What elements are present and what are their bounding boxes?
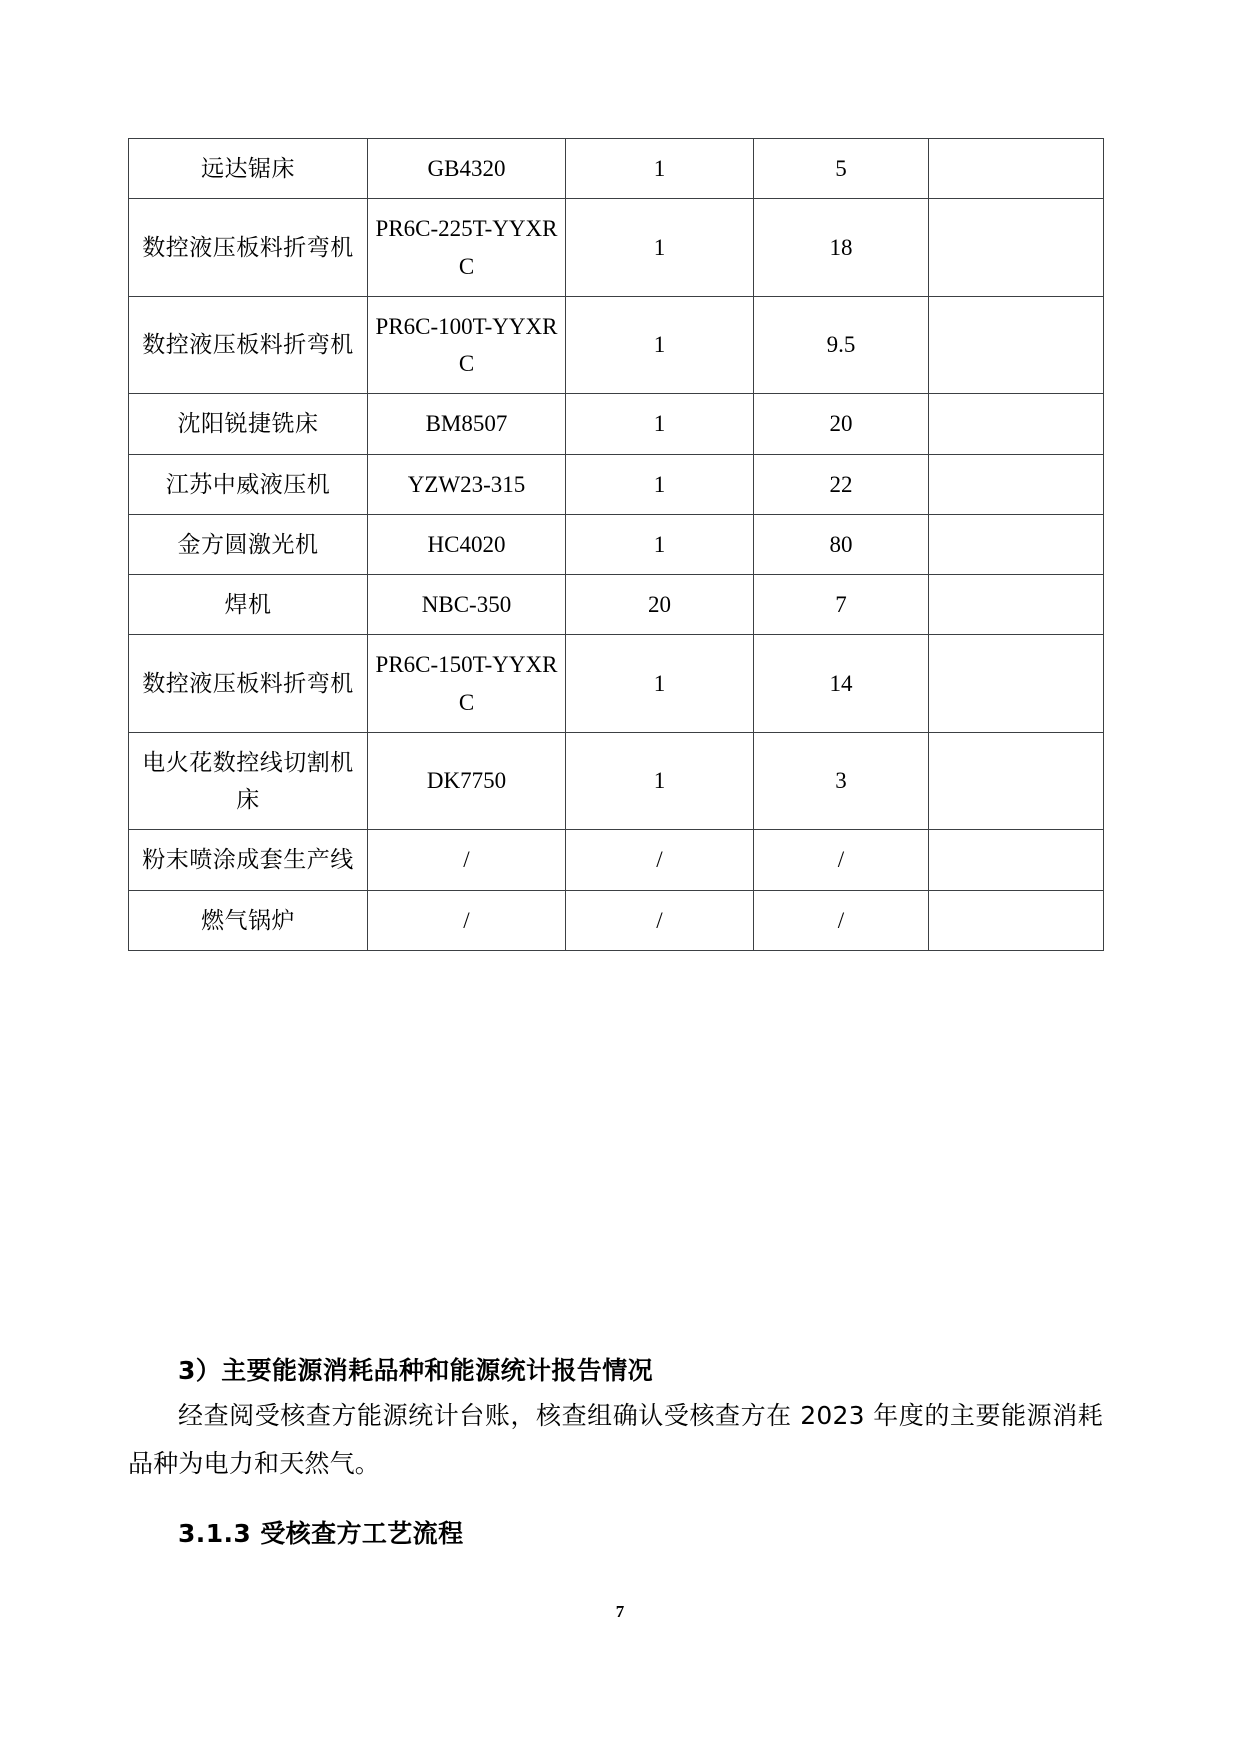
table-row [129, 635, 1104, 733]
cell-equipment-note [929, 732, 1104, 830]
paragraph-energy-types: 经查阅受核查方能源统计台账，核查组确认受核查方在 2023 年度的主要能源消耗品种为电力和天然气。 [128, 1400, 1103, 1479]
table-row [129, 830, 1104, 890]
body-text-section [128, 1352, 1103, 1553]
cell-equipment-name: 沈阳锐捷铣床 [129, 394, 368, 454]
cell-equipment-power: 5 [754, 139, 929, 199]
cell-equipment-note [929, 890, 1104, 950]
cell-equipment-note [929, 830, 1104, 890]
cell-equipment-name: 远达锯床 [129, 139, 368, 199]
cell-equipment-power: 3 [754, 732, 929, 830]
cell-equipment-model: DK7750 [368, 732, 566, 830]
cell-equipment-power: 80 [754, 514, 929, 574]
table-row [129, 514, 1104, 574]
cell-equipment-model: PR6C-225T-YYXRC [368, 199, 566, 297]
cell-equipment-quantity: 1 [566, 139, 754, 199]
section-heading-3: 3）主要能源消耗品种和能源统计报告情况 [178, 1356, 653, 1385]
cell-equipment-note [929, 514, 1104, 574]
cell-equipment-name: 燃气锅炉 [129, 890, 368, 950]
table-row [129, 296, 1104, 394]
cell-equipment-quantity: / [566, 830, 754, 890]
cell-equipment-note [929, 575, 1104, 635]
cell-equipment-power: 22 [754, 454, 929, 514]
cell-equipment-power: 18 [754, 199, 929, 297]
section-heading-3-1-3: 3.1.3 受核查方工艺流程 [178, 1519, 464, 1548]
equipment-table [128, 138, 1104, 951]
cell-equipment-power: 14 [754, 635, 929, 733]
table-row [129, 732, 1104, 830]
table-row [129, 575, 1104, 635]
cell-equipment-power: / [754, 890, 929, 950]
cell-equipment-name: 金方圆激光机 [129, 514, 368, 574]
cell-equipment-quantity: 1 [566, 296, 754, 394]
cell-equipment-name: 数控液压板料折弯机 [129, 199, 368, 297]
cell-equipment-power: 20 [754, 394, 929, 454]
cell-equipment-name: 粉末喷涂成套生产线 [129, 830, 368, 890]
cell-equipment-model: / [368, 830, 566, 890]
cell-equipment-quantity: 1 [566, 514, 754, 574]
cell-equipment-quantity: 1 [566, 199, 754, 297]
cell-equipment-note [929, 296, 1104, 394]
cell-equipment-quantity: / [566, 890, 754, 950]
cell-equipment-model: HC4020 [368, 514, 566, 574]
cell-equipment-model: NBC-350 [368, 575, 566, 635]
cell-equipment-model: BM8507 [368, 394, 566, 454]
cell-equipment-note [929, 394, 1104, 454]
cell-equipment-note [929, 635, 1104, 733]
cell-equipment-power: 9.5 [754, 296, 929, 394]
cell-equipment-power: / [754, 830, 929, 890]
cell-equipment-model: PR6C-150T-YYXRC [368, 635, 566, 733]
cell-equipment-name: 焊机 [129, 575, 368, 635]
cell-equipment-quantity: 1 [566, 454, 754, 514]
cell-equipment-note [929, 454, 1104, 514]
cell-equipment-power: 7 [754, 575, 929, 635]
cell-equipment-name: 数控液压板料折弯机 [129, 296, 368, 394]
cell-equipment-model: / [368, 890, 566, 950]
table-row [129, 454, 1104, 514]
cell-equipment-note [929, 199, 1104, 297]
cell-equipment-model: YZW23-315 [368, 454, 566, 514]
page-number: 7 [615, 1602, 625, 1621]
equipment-table-body [129, 139, 1104, 951]
cell-equipment-quantity: 1 [566, 732, 754, 830]
table-row [129, 394, 1104, 454]
cell-equipment-quantity: 20 [566, 575, 754, 635]
table-row [129, 139, 1104, 199]
cell-equipment-name: 江苏中威液压机 [129, 454, 368, 514]
cell-equipment-note [929, 139, 1104, 199]
cell-equipment-model: GB4320 [368, 139, 566, 199]
equipment-table-container [128, 138, 1103, 951]
table-row [129, 199, 1104, 297]
cell-equipment-name: 数控液压板料折弯机 [129, 635, 368, 733]
table-row [129, 890, 1104, 950]
cell-equipment-model: PR6C-100T-YYXRC [368, 296, 566, 394]
cell-equipment-quantity: 1 [566, 635, 754, 733]
cell-equipment-name: 电火花数控线切割机床 [129, 732, 368, 830]
cell-equipment-quantity: 1 [566, 394, 754, 454]
